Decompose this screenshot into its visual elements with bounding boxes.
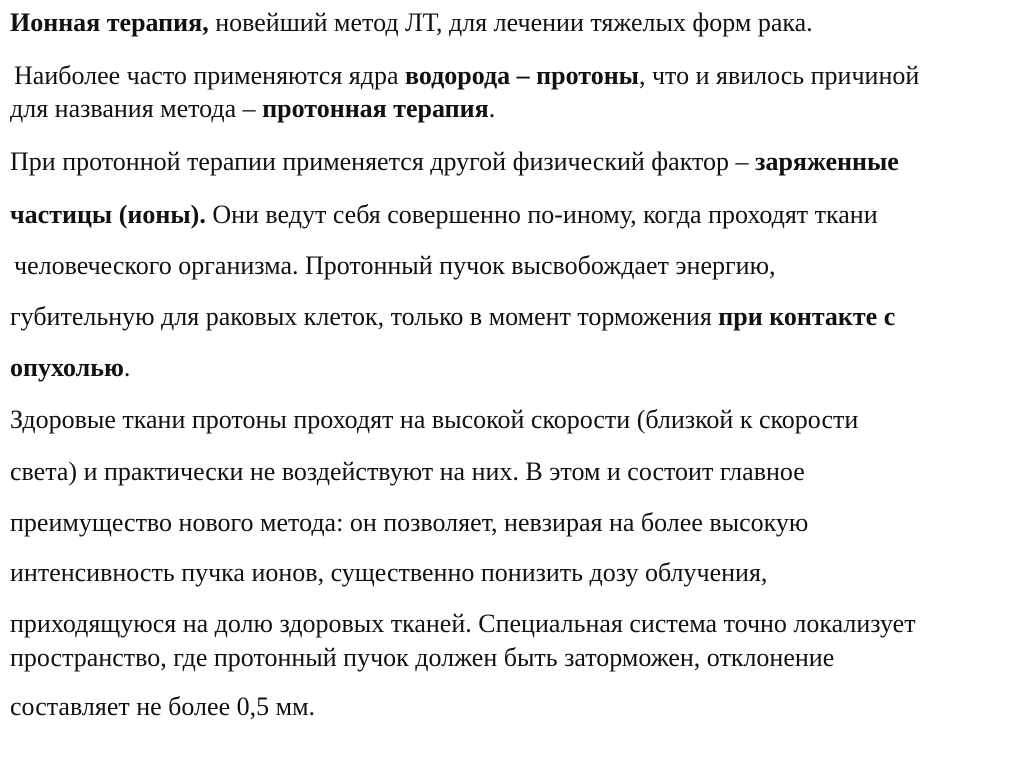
paragraph-3-line-5	[10, 353, 130, 383]
paragraph-4-line-4: интенсивность пучка ионов, существенно понизить дозу облучения,	[10, 558, 768, 587]
text-segment: При протонной терапии применяется другой физический фактор –	[10, 147, 755, 176]
paragraph-1-line-1	[10, 8, 813, 38]
term-proton-therapy: протонная терапия	[262, 94, 489, 123]
term-hydrogen-protons: водорода – протоны	[405, 61, 639, 90]
paragraph-3-line-3	[14, 251, 776, 281]
paragraph-2-line-2	[10, 94, 495, 124]
paragraph-4-line-7: составляет не более 0,5 мм.	[10, 692, 316, 721]
paragraph-2-line-1	[14, 61, 919, 91]
paragraph-3-line-2	[10, 200, 878, 230]
term-charged: заряженные	[755, 147, 899, 176]
text-segment: , что и явилось причиной	[638, 61, 920, 90]
paragraph-4-line-3: преимущество нового метода: он позволяет, невзирая на более высокую	[10, 508, 809, 537]
paragraph-4-line-5: приходящуюся на долю здоровых тканей. Специальная система точно локализует	[10, 609, 916, 638]
term-particles-ions: частицы (ионы).	[10, 200, 206, 229]
text-segment: Наиболее часто применяются ядра	[14, 61, 406, 90]
text-segment: губительную для раковых клеток, только в момент торможения	[10, 302, 719, 331]
text-segment: новейший метод ЛТ, для лечении тяжелых форм рака.	[208, 8, 813, 37]
paragraph-3-line-1	[10, 147, 899, 177]
paragraph-4-line-6: пространство, где протонный пучок должен быть заторможен, отклонение	[10, 643, 835, 672]
text-segment: для названия метода –	[10, 94, 263, 123]
text-segment: человеческого организма. Протонный пучок высвобождает энергию,	[14, 251, 776, 280]
text-segment: .	[123, 353, 131, 382]
text-segment: .	[488, 94, 496, 123]
term-ion-therapy: Ионная терапия,	[10, 8, 209, 37]
paragraph-4-line-2: света) и практически не воздействуют на них. В этом и состоит главное	[10, 457, 805, 486]
paragraph-3-line-4	[10, 302, 895, 332]
paragraph-4-line-1: Здоровые ткани протоны проходят на высокой скорости (близкой к скорости	[10, 405, 859, 434]
text-segment: Они ведут себя совершенно по-иному, когда проходят ткани	[205, 200, 878, 229]
term-contact-with: при контакте с	[718, 302, 896, 331]
term-tumor: опухолью	[10, 353, 124, 382]
